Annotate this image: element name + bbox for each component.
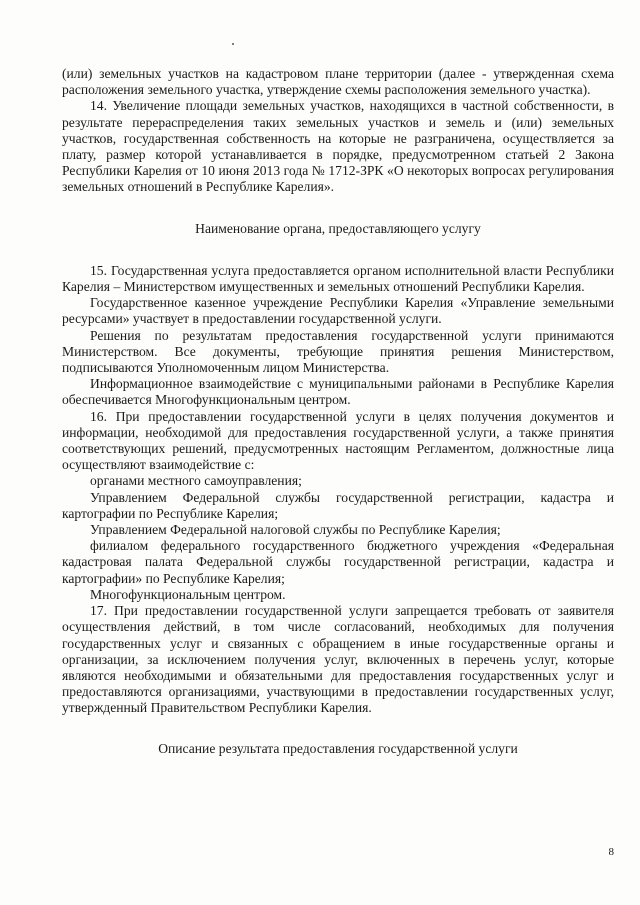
top-paragraphs bbox=[62, 66, 614, 196]
section-heading-authority: Наименование органа, предоставляющего услугу bbox=[195, 220, 481, 236]
document-body bbox=[62, 66, 614, 757]
list-item: органами местного самоуправления; bbox=[90, 473, 302, 489]
paragraph-institution: Государственное казенное учреждение Республики Карелия «Управление земельными ресурсами» участвует в предоставлении государственной услуги. bbox=[62, 295, 614, 327]
paragraph-continuation: (или) земельных участков на кадастровом плане территории (далее - утвержденная схема расположения земельного участка, утверждение схемы расположения земельного участка). bbox=[62, 66, 614, 98]
scan-speck bbox=[232, 43, 234, 45]
paragraph-14: 14. Увеличение площади земельных участков, находящихся в частной собственности, в результате перераспределения таких земельных участков и земель и (или) земельных участков, государственная собственность на которые не разграничена, осуществляется за плату, размер которой устанавливается в порядке, предусмотренном статьей 2 Закона Республики Карелия от 10 июня 2013 года № 1712-ЗРК «О некоторых вопросах регулирования земельных отношений в Республике Карелия». bbox=[62, 98, 614, 195]
list-item: Управлением Федеральной налоговой службы по Республике Карелия; bbox=[90, 522, 501, 538]
paragraph-17: 17. При предоставлении государственной услуги запрещается требовать от заявителя осуществления действий, в том числе согласований, необходимых для получения государственных услуг и связанных с обращением в иные государственные органы и организации, за исключением получения услуг, включенных в перечень услуг, которые являются необходимыми и обязательными для предоставления государственных услуг и предоставляются организациями, участвующими в предоставлении государственных услуг, утвержденный Правительством Республики Карелия. bbox=[62, 603, 614, 716]
paragraph-decisions: Решения по результатам предоставления государственной услуги принимаются Министерством. Все документы, требующие принятия решения Министерством, подписываются Уполномоченным лицом Министерства. bbox=[62, 327, 614, 376]
middle-paragraphs bbox=[62, 263, 614, 717]
list-item: филиалом федерального государственного бюджетного учреждения «Федеральная кадастровая палата Федеральной службы государственной регистрации, кадастра и картографии» по Республике Карелия; bbox=[62, 538, 614, 586]
section-heading-result: Описание результата предоставления государственной услуги bbox=[158, 740, 518, 756]
paragraph-16: 16. При предоставлении государственной услуги в целях получения документов и информации, необходимой для предоставления государственной услуги, а также принятия соответствующих решений, предусмотренных настоящим Регламентом, должностные лица осуществляют взаимодействие с: bbox=[62, 408, 614, 473]
list-item: Управлением Федеральной службы государственной регистрации, кадастра и картографии по Республике Карелия; bbox=[62, 489, 614, 521]
page-number: 8 bbox=[608, 846, 614, 858]
paragraph-15: 15. Государственная услуга предоставляется органом исполнительной власти Республики Карелия – Министерством имущественных и земельных отношений Республики Карелия. bbox=[62, 262, 614, 295]
list-item: Многофункциональным центром. bbox=[90, 586, 286, 602]
paragraph-information: Информационное взаимодействие с муниципальными районами в Республике Карелия обеспечивается Многофункциональным центром. bbox=[62, 376, 614, 408]
